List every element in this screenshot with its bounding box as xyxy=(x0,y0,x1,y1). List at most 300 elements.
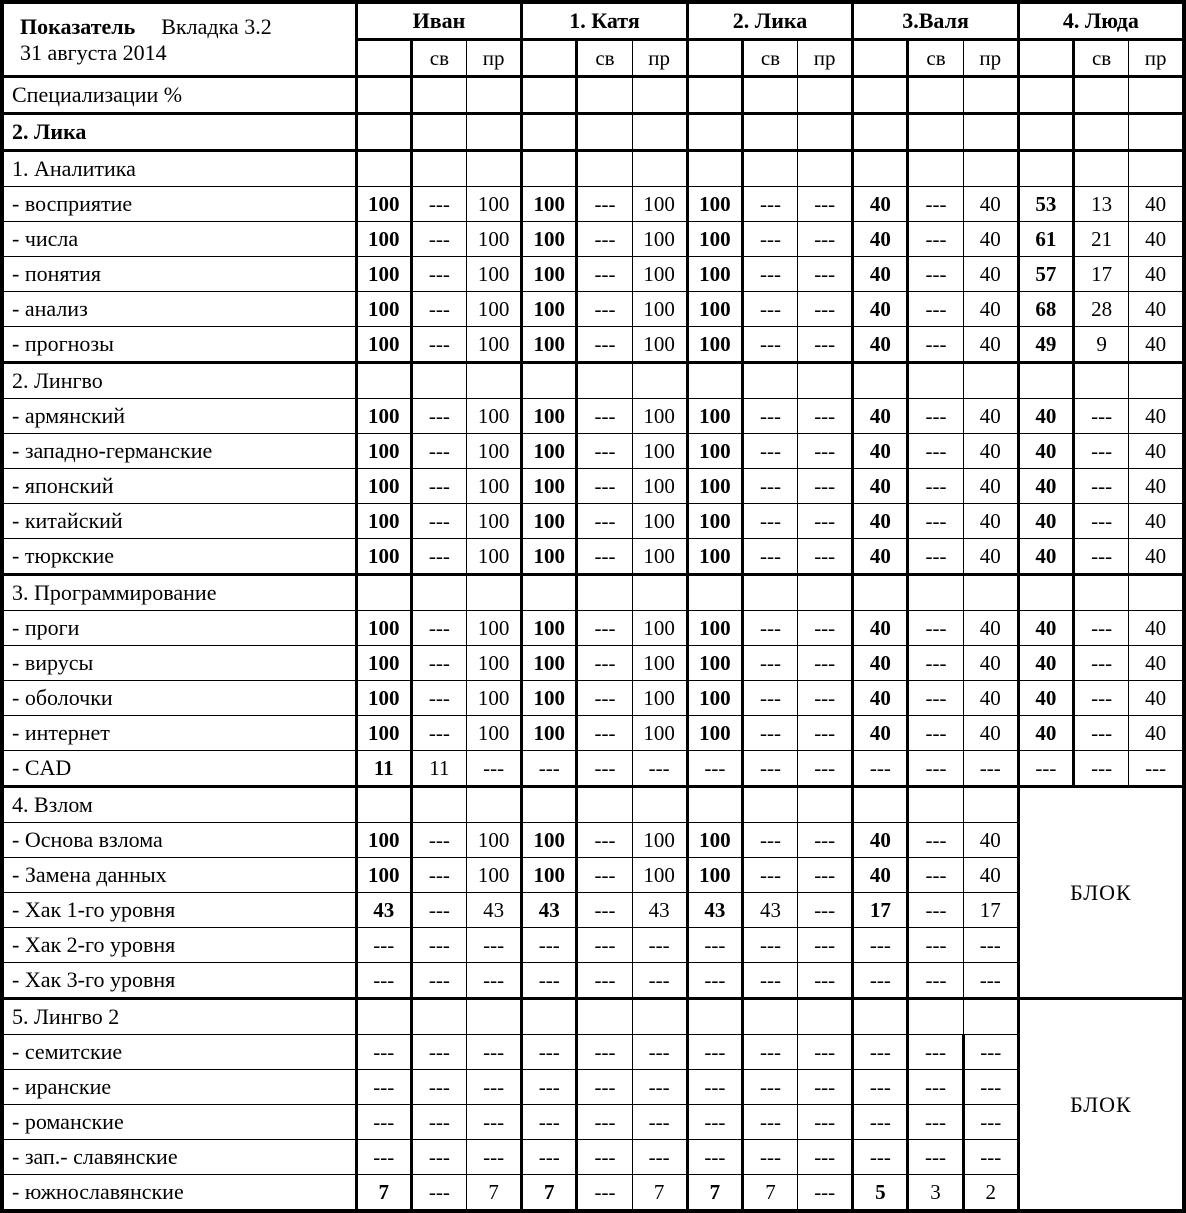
row-label-cell: - китайский xyxy=(2,504,356,539)
value-cell: 100 xyxy=(467,327,522,363)
value-cell: 40 xyxy=(963,504,1018,539)
value-cell: --- xyxy=(908,222,963,257)
value-cell: 40 xyxy=(1018,434,1073,469)
empty-cell xyxy=(467,151,522,187)
subcol-pr-header: пр xyxy=(963,40,1018,77)
empty-cell xyxy=(742,999,797,1035)
value-cell: 100 xyxy=(522,469,577,504)
value-cell: --- xyxy=(577,893,632,928)
value-cell: --- xyxy=(742,257,797,292)
value-cell: 100 xyxy=(356,858,411,893)
row-label-cell: - Хак 3-го уровня xyxy=(2,963,356,999)
value-cell: --- xyxy=(798,327,853,363)
value-cell: --- xyxy=(908,963,963,999)
data-row xyxy=(2,1035,1184,1070)
value-cell: 40 xyxy=(963,716,1018,751)
value-cell: --- xyxy=(577,257,632,292)
value-cell: --- xyxy=(798,646,853,681)
value-cell: 40 xyxy=(853,539,908,575)
empty-cell xyxy=(908,151,963,187)
value-cell: 100 xyxy=(467,716,522,751)
value-cell: --- xyxy=(411,399,466,434)
value-cell: 100 xyxy=(467,504,522,539)
subcol-pr-header: пр xyxy=(467,40,522,77)
value-cell: --- xyxy=(963,1140,1018,1175)
value-cell: --- xyxy=(687,751,742,787)
value-cell: 43 xyxy=(632,893,687,928)
subcol-sv-header: св xyxy=(577,40,632,77)
value-cell: --- xyxy=(798,539,853,575)
value-cell: 100 xyxy=(467,611,522,646)
value-cell: --- xyxy=(632,1070,687,1105)
data-row xyxy=(2,469,1184,504)
indicator-title: Показатель xyxy=(20,13,136,39)
value-cell: 100 xyxy=(522,292,577,327)
value-cell: --- xyxy=(411,327,466,363)
value-cell: --- xyxy=(1129,751,1184,787)
subcol-blank-header xyxy=(853,40,908,77)
row-label-cell: - вирусы xyxy=(2,646,356,681)
value-cell: --- xyxy=(687,1070,742,1105)
value-cell: 100 xyxy=(632,327,687,363)
empty-cell xyxy=(356,363,411,399)
empty-cell xyxy=(798,77,853,114)
empty-cell xyxy=(356,787,411,823)
sheet-title-cell: 2. Лика xyxy=(2,114,356,151)
data-row xyxy=(2,611,1184,646)
data-row xyxy=(2,893,1184,928)
empty-cell xyxy=(963,787,1018,823)
value-cell: --- xyxy=(742,327,797,363)
empty-cell xyxy=(632,363,687,399)
data-row xyxy=(2,823,1184,858)
empty-cell xyxy=(687,151,742,187)
value-cell: 100 xyxy=(687,399,742,434)
value-cell: 100 xyxy=(632,504,687,539)
value-cell: 100 xyxy=(632,539,687,575)
spec-label-cell: Специализации % xyxy=(2,77,356,114)
value-cell: --- xyxy=(908,504,963,539)
empty-cell xyxy=(522,999,577,1035)
section-header-row xyxy=(2,151,1184,187)
empty-cell xyxy=(411,787,466,823)
value-cell: --- xyxy=(411,681,466,716)
section-header-row xyxy=(2,363,1184,399)
value-cell: --- xyxy=(1073,504,1128,539)
empty-cell xyxy=(577,151,632,187)
value-cell: 40 xyxy=(1018,646,1073,681)
value-cell: 40 xyxy=(853,257,908,292)
empty-cell xyxy=(356,77,411,114)
value-cell: 100 xyxy=(687,434,742,469)
empty-cell xyxy=(411,151,466,187)
empty-cell xyxy=(963,77,1018,114)
value-cell: --- xyxy=(1073,611,1128,646)
value-cell: --- xyxy=(908,716,963,751)
value-cell: 100 xyxy=(467,292,522,327)
value-cell: --- xyxy=(411,222,466,257)
section-header-row xyxy=(2,999,1184,1035)
person-header-lyuda: 4. Люда xyxy=(1018,2,1184,40)
value-cell: 40 xyxy=(963,292,1018,327)
value-cell: 40 xyxy=(963,434,1018,469)
value-cell: 40 xyxy=(1018,611,1073,646)
empty-cell xyxy=(908,363,963,399)
empty-cell xyxy=(963,575,1018,611)
value-cell: --- xyxy=(742,539,797,575)
empty-cell xyxy=(853,999,908,1035)
value-cell: --- xyxy=(908,681,963,716)
empty-cell xyxy=(632,151,687,187)
value-cell: --- xyxy=(577,1035,632,1070)
value-cell: --- xyxy=(798,504,853,539)
value-cell: 40 xyxy=(963,222,1018,257)
data-row xyxy=(2,292,1184,327)
value-cell: --- xyxy=(577,963,632,999)
value-cell: 100 xyxy=(467,434,522,469)
empty-cell xyxy=(1073,77,1128,114)
value-cell: --- xyxy=(577,646,632,681)
empty-cell xyxy=(1129,114,1184,151)
empty-cell xyxy=(411,999,466,1035)
value-cell: --- xyxy=(577,751,632,787)
value-cell: 43 xyxy=(356,893,411,928)
empty-cell xyxy=(742,114,797,151)
section-header-row xyxy=(2,787,1184,823)
value-cell: --- xyxy=(467,1035,522,1070)
value-cell: --- xyxy=(411,539,466,575)
value-cell: --- xyxy=(577,1175,632,1212)
value-cell: 40 xyxy=(1018,504,1073,539)
value-cell: 40 xyxy=(1129,292,1184,327)
value-cell: 40 xyxy=(1018,469,1073,504)
value-cell: --- xyxy=(577,187,632,222)
value-cell: --- xyxy=(356,1070,411,1105)
value-cell: 17 xyxy=(853,893,908,928)
value-cell: --- xyxy=(1073,751,1128,787)
value-cell: --- xyxy=(522,1105,577,1140)
value-cell: --- xyxy=(411,611,466,646)
row-label-cell: - Хак 1-го уровня xyxy=(2,893,356,928)
data-row xyxy=(2,327,1184,363)
empty-cell xyxy=(798,575,853,611)
block-cell: БЛОК xyxy=(1018,999,1184,1212)
value-cell: 100 xyxy=(687,257,742,292)
value-cell: --- xyxy=(742,469,797,504)
value-cell: 100 xyxy=(356,327,411,363)
subcol-blank-header xyxy=(687,40,742,77)
empty-cell xyxy=(853,363,908,399)
subcol-sv-header: св xyxy=(411,40,466,77)
empty-cell xyxy=(632,114,687,151)
value-cell: 40 xyxy=(1129,187,1184,222)
subcol-pr-header: пр xyxy=(632,40,687,77)
value-cell: --- xyxy=(522,1035,577,1070)
empty-cell xyxy=(1073,575,1128,611)
data-row xyxy=(2,858,1184,893)
value-cell: --- xyxy=(798,681,853,716)
value-cell: --- xyxy=(632,1140,687,1175)
value-cell: --- xyxy=(908,646,963,681)
data-row xyxy=(2,399,1184,434)
value-cell: --- xyxy=(356,1140,411,1175)
empty-cell xyxy=(742,575,797,611)
empty-cell xyxy=(1129,151,1184,187)
row-label-cell: - зап.- славянские xyxy=(2,1140,356,1175)
value-cell: --- xyxy=(411,504,466,539)
value-cell: 7 xyxy=(467,1175,522,1212)
value-cell: 2 xyxy=(963,1175,1018,1212)
value-cell: 5 xyxy=(853,1175,908,1212)
value-cell: --- xyxy=(467,1140,522,1175)
person-header-lika: 2. Лика xyxy=(687,2,853,40)
value-cell: 100 xyxy=(687,222,742,257)
value-cell: 100 xyxy=(687,646,742,681)
value-cell: --- xyxy=(577,928,632,963)
value-cell: --- xyxy=(356,928,411,963)
value-cell: 40 xyxy=(1129,257,1184,292)
value-cell: --- xyxy=(411,823,466,858)
empty-cell xyxy=(1129,363,1184,399)
value-cell: 11 xyxy=(356,751,411,787)
value-cell: 61 xyxy=(1018,222,1073,257)
empty-cell xyxy=(411,114,466,151)
empty-cell xyxy=(798,999,853,1035)
empty-cell xyxy=(687,787,742,823)
value-cell: 100 xyxy=(522,504,577,539)
empty-cell xyxy=(742,151,797,187)
value-cell: --- xyxy=(742,187,797,222)
value-cell: --- xyxy=(798,928,853,963)
value-cell: 100 xyxy=(522,858,577,893)
value-cell: --- xyxy=(798,1140,853,1175)
value-cell: 40 xyxy=(963,187,1018,222)
value-cell: --- xyxy=(908,292,963,327)
value-cell: 40 xyxy=(853,222,908,257)
value-cell: --- xyxy=(963,751,1018,787)
value-cell: 100 xyxy=(687,611,742,646)
value-cell: 100 xyxy=(356,646,411,681)
row-label-cell: - Замена данных xyxy=(2,858,356,893)
value-cell: 40 xyxy=(1129,434,1184,469)
value-cell: 40 xyxy=(1129,539,1184,575)
value-cell: 100 xyxy=(632,222,687,257)
empty-cell xyxy=(522,77,577,114)
value-cell: --- xyxy=(1073,646,1128,681)
value-cell: --- xyxy=(411,963,466,999)
empty-cell xyxy=(798,787,853,823)
corner-header-cell xyxy=(2,2,356,77)
value-cell: 40 xyxy=(1129,646,1184,681)
value-cell: --- xyxy=(411,1105,466,1140)
data-row xyxy=(2,681,1184,716)
value-cell: 100 xyxy=(632,681,687,716)
value-cell: --- xyxy=(908,469,963,504)
value-cell: --- xyxy=(742,222,797,257)
value-cell: --- xyxy=(963,1035,1018,1070)
value-cell: 100 xyxy=(522,539,577,575)
value-cell: --- xyxy=(908,399,963,434)
value-cell: 7 xyxy=(742,1175,797,1212)
value-cell: --- xyxy=(356,1035,411,1070)
value-cell: --- xyxy=(577,469,632,504)
value-cell: 100 xyxy=(522,327,577,363)
empty-cell xyxy=(632,575,687,611)
value-cell: 40 xyxy=(1129,611,1184,646)
value-cell: 43 xyxy=(742,893,797,928)
value-cell: 100 xyxy=(356,504,411,539)
subcol-pr-header: пр xyxy=(1129,40,1184,77)
value-cell: --- xyxy=(522,751,577,787)
empty-cell xyxy=(742,77,797,114)
value-cell: --- xyxy=(632,1105,687,1140)
value-cell: --- xyxy=(853,1105,908,1140)
value-cell: --- xyxy=(577,504,632,539)
value-cell: 100 xyxy=(687,823,742,858)
section-title-cell: 4. Взлом xyxy=(2,787,356,823)
row-label-cell: - прогнозы xyxy=(2,327,356,363)
value-cell: --- xyxy=(522,1070,577,1105)
value-cell: --- xyxy=(522,1140,577,1175)
value-cell: --- xyxy=(687,1105,742,1140)
value-cell: --- xyxy=(908,893,963,928)
value-cell: --- xyxy=(798,611,853,646)
empty-cell xyxy=(522,114,577,151)
value-cell: 43 xyxy=(522,893,577,928)
row-label-cell: - числа xyxy=(2,222,356,257)
value-cell: 100 xyxy=(467,823,522,858)
value-cell: --- xyxy=(908,928,963,963)
value-cell: --- xyxy=(467,928,522,963)
empty-cell xyxy=(577,363,632,399)
value-cell: --- xyxy=(853,751,908,787)
value-cell: 100 xyxy=(356,399,411,434)
value-cell: --- xyxy=(687,1140,742,1175)
data-row xyxy=(2,1140,1184,1175)
value-cell: --- xyxy=(798,963,853,999)
value-cell: --- xyxy=(908,1070,963,1105)
value-cell: 100 xyxy=(522,823,577,858)
value-cell: --- xyxy=(411,469,466,504)
row-label-cell: - проги xyxy=(2,611,356,646)
value-cell: --- xyxy=(798,893,853,928)
value-cell: --- xyxy=(908,858,963,893)
value-cell: --- xyxy=(577,539,632,575)
value-cell: --- xyxy=(411,928,466,963)
value-cell: 40 xyxy=(963,257,1018,292)
empty-cell xyxy=(356,575,411,611)
value-cell: --- xyxy=(1073,716,1128,751)
value-cell: --- xyxy=(411,1175,466,1212)
value-cell: 100 xyxy=(356,292,411,327)
value-cell: --- xyxy=(798,751,853,787)
value-cell: --- xyxy=(742,823,797,858)
data-row xyxy=(2,434,1184,469)
row-label-cell: - западно-германские xyxy=(2,434,356,469)
value-cell: --- xyxy=(577,716,632,751)
names-row xyxy=(2,2,1184,40)
value-cell: 100 xyxy=(522,434,577,469)
value-cell: --- xyxy=(467,1070,522,1105)
value-cell: --- xyxy=(798,257,853,292)
empty-cell xyxy=(1018,114,1073,151)
value-cell: 100 xyxy=(467,399,522,434)
value-cell: --- xyxy=(577,1105,632,1140)
data-row xyxy=(2,257,1184,292)
value-cell: 100 xyxy=(632,399,687,434)
row-label-cell: - восприятие xyxy=(2,187,356,222)
empty-cell xyxy=(853,787,908,823)
value-cell: --- xyxy=(908,539,963,575)
value-cell: 100 xyxy=(632,292,687,327)
value-cell: 11 xyxy=(411,751,466,787)
value-cell: --- xyxy=(853,1070,908,1105)
value-cell: --- xyxy=(632,1035,687,1070)
value-cell: --- xyxy=(742,963,797,999)
value-cell: --- xyxy=(908,1035,963,1070)
value-cell: 100 xyxy=(356,681,411,716)
value-cell: 40 xyxy=(1129,327,1184,363)
value-cell: 40 xyxy=(1129,681,1184,716)
empty-cell xyxy=(467,114,522,151)
value-cell: --- xyxy=(798,434,853,469)
value-cell: --- xyxy=(687,963,742,999)
value-cell: 40 xyxy=(963,611,1018,646)
value-cell: --- xyxy=(853,1035,908,1070)
value-cell: --- xyxy=(798,1105,853,1140)
data-row xyxy=(2,1175,1184,1212)
value-cell: --- xyxy=(577,327,632,363)
row-label-cell: - Основа взлома xyxy=(2,823,356,858)
value-cell: --- xyxy=(963,928,1018,963)
empty-cell xyxy=(522,575,577,611)
value-cell: --- xyxy=(411,716,466,751)
value-cell: --- xyxy=(742,751,797,787)
value-cell: --- xyxy=(798,1035,853,1070)
value-cell: 100 xyxy=(632,646,687,681)
person-header-valya: 3.Валя xyxy=(853,2,1019,40)
empty-cell xyxy=(853,575,908,611)
empty-cell xyxy=(1018,151,1073,187)
data-row xyxy=(2,751,1184,787)
row-label-cell: - иранские xyxy=(2,1070,356,1105)
empty-cell xyxy=(687,114,742,151)
date-label: 31 августа 2014 xyxy=(20,39,167,65)
value-cell: --- xyxy=(1073,539,1128,575)
value-cell: --- xyxy=(467,963,522,999)
value-cell: --- xyxy=(356,963,411,999)
value-cell: 40 xyxy=(963,823,1018,858)
value-cell: 40 xyxy=(853,716,908,751)
value-cell: --- xyxy=(522,963,577,999)
data-row xyxy=(2,646,1184,681)
value-cell: 40 xyxy=(1129,716,1184,751)
row-label-cell: - тюркские xyxy=(2,539,356,575)
value-cell: 100 xyxy=(467,539,522,575)
value-cell: --- xyxy=(577,434,632,469)
value-cell: 40 xyxy=(963,539,1018,575)
row-label-cell: - понятия xyxy=(2,257,356,292)
empty-cell xyxy=(908,77,963,114)
empty-cell xyxy=(687,363,742,399)
value-cell: 40 xyxy=(1129,222,1184,257)
tab-label: Вкладка 3.2 xyxy=(161,13,272,39)
value-cell: 21 xyxy=(1073,222,1128,257)
empty-cell xyxy=(632,77,687,114)
value-cell: 100 xyxy=(467,222,522,257)
value-cell: 40 xyxy=(1129,469,1184,504)
subcol-pr-header: пр xyxy=(798,40,853,77)
